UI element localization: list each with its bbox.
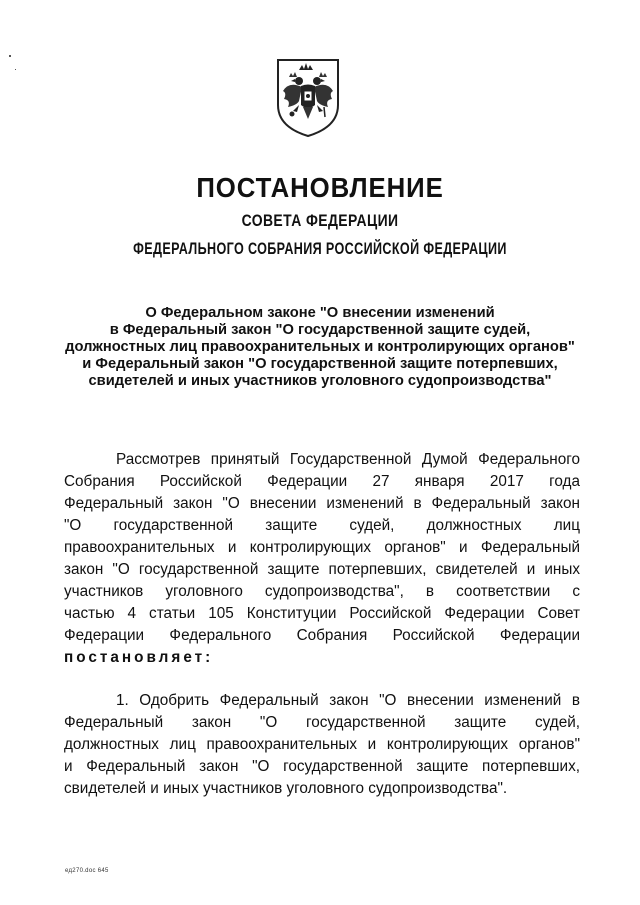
- subject-line: в Федеральный закон "О государственной защите судей,: [109, 321, 531, 338]
- paragraph-line: "О государственной защите судей, должностных лиц: [64, 517, 580, 534]
- paragraph-line: и Федеральный закон "О государственной защите потерпевших,: [64, 758, 580, 775]
- paragraph-line: участников уголовного судопроизводства", в соответствии с: [64, 583, 580, 600]
- preamble-paragraph: [64, 449, 580, 669]
- document-code: ед270.doc 645: [65, 868, 109, 874]
- paragraph-line: Рассмотрев принятый Государственной Думой Федерального: [116, 451, 580, 468]
- paragraph-line: закон "О государственной защите потерпевших, свидетелей и иных: [64, 561, 580, 578]
- paragraph-line: Собрания Российской Федерации 27 января 2017 года: [64, 473, 580, 490]
- paragraph-line: 1. Одобрить Федеральный закон "О внесении изменений в: [116, 692, 580, 709]
- document-subject: [36, 304, 604, 389]
- subject-line: свидетелей и иных участников уголовного судопроизводства": [88, 372, 552, 389]
- scan-speck: [9, 55, 11, 57]
- paragraph-line: частью 4 статьи 105 Конституции Российской Федерации Совет: [64, 605, 580, 622]
- coat-of-arms-icon: [275, 57, 341, 139]
- document-title: ПОСТАНОВЛЕНИЕ: [196, 172, 444, 203]
- paragraph-line: Федеральный закон "О государственной защите судей,: [64, 714, 580, 731]
- subject-line: должностных лиц правоохранительных и контролирующих органов": [65, 338, 575, 355]
- paragraph-line: должностных лиц правоохранительных и контролирующих органов": [64, 736, 580, 753]
- resolution-item-1: [64, 690, 580, 800]
- subject-line: О Федеральном законе "О внесении изменений: [145, 304, 495, 321]
- subject-line: и Федеральный закон "О государственной защите потерпевших,: [82, 355, 558, 372]
- paragraph-line: Федерации Федерального Собрания Российской Федерации: [64, 627, 580, 644]
- paragraph-line: Федеральный закон "О внесении изменений в Федеральный закон: [64, 495, 580, 512]
- issuing-body-line-2: ФЕДЕРАЛЬНОГО СОБРАНИЯ РОССИЙСКОЙ ФЕДЕРАЦИИ: [133, 239, 507, 258]
- paragraph-line: свидетелей и иных участников уголовного судопроизводства".: [64, 780, 508, 797]
- paragraph-line: правоохранительных и контролирующих органов" и Федеральный: [64, 539, 580, 556]
- issuing-body-line-1: СОВЕТА ФЕДЕРАЦИИ: [241, 211, 399, 230]
- scan-speck: [15, 69, 16, 70]
- resolution-keyword: постановляет:: [64, 649, 214, 666]
